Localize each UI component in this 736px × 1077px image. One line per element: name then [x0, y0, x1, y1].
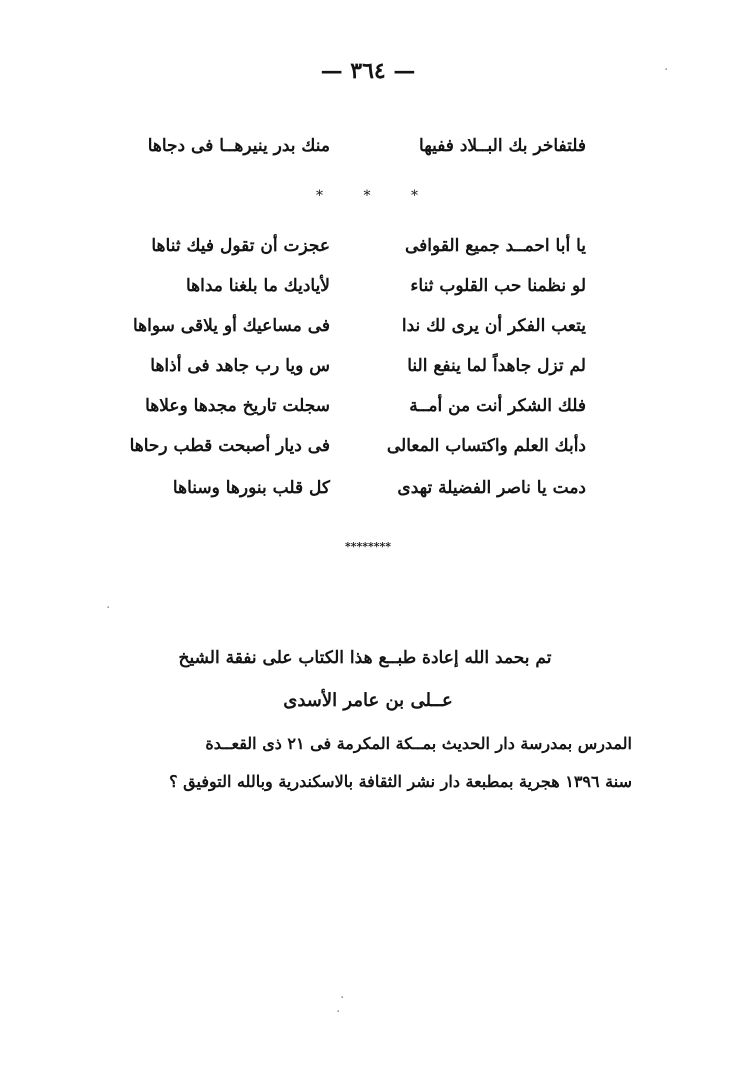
colophon-line-3: المدرس بمدرسة دار الحديث بمــكة المكرمة فى ٢١ ذى القعــدة: [205, 734, 632, 753]
poem-verse: [100, 236, 586, 264]
verse-first-hemistich: دأبك العلم واكتساب المعالى: [386, 436, 586, 456]
opening-verse: [100, 136, 586, 164]
verse-second-hemistich: فى مساعيك أو يلاقى سواها: [132, 316, 330, 336]
poem-verse: [100, 396, 586, 424]
scan-speck: ·: [336, 1004, 341, 1020]
poem-verse: [100, 356, 586, 384]
verse-first-hemistich: يتعب الفكر أن يرى لك ندا: [401, 316, 586, 336]
verse-first-hemistich: لم تزل جاهداً لما ينفع النا: [407, 356, 586, 376]
verse-second-hemistich: عجزت أن تقول فيك ثناها: [151, 236, 330, 256]
section-separator: * * *: [316, 188, 436, 204]
scan-speck: ·: [340, 990, 345, 1006]
verse-second-hemistich: لأياديك ما بلغنا مداها: [185, 276, 330, 296]
colophon-line-4: سنة ١٣٩٦ هجرية بمطبعة دار نشر الثقافة بالاسكندرية وبالله التوفيق ؟: [169, 772, 632, 791]
verse-second-hemistich: سجلت تاريخ مجدها وعلاها: [145, 396, 330, 416]
verse-second-hemistich: س ويا رب جاهد فى أذاها: [150, 356, 330, 376]
scan-speck: ·: [106, 600, 111, 616]
poem-verse: [100, 478, 586, 506]
opening-verse-first-hemistich: فلتفاخر بك البــلاد ففيها: [419, 136, 586, 156]
colophon-line-1: تم بحمد الله إعادة طبــع هذا الكتاب على نفقة الشيخ: [178, 648, 552, 668]
verse-first-hemistich: لو نظمنا حب القلوب ثناء: [410, 276, 586, 296]
verse-second-hemistich: كل قلب بنورها وسناها: [172, 478, 330, 498]
end-divider: ********: [344, 540, 392, 553]
poem-verse: [100, 436, 586, 464]
verse-first-hemistich: فلك الشكر أنت من أمــة: [409, 396, 586, 416]
page-number: — ٣٦٤ —: [320, 58, 416, 84]
verse-second-hemistich: فى ديار أصبحت قطب رحاها: [129, 436, 330, 456]
verse-first-hemistich: دمت يا ناصر الفضيلة تهدى: [397, 478, 586, 498]
opening-verse-second-hemistich: منك بدر ينيرهــا فى دجاها: [147, 136, 330, 156]
poem-verse: [100, 276, 586, 304]
colophon-patron-name: عــلى بن عامر الأسدى: [283, 690, 453, 711]
verse-first-hemistich: يا أبا احمــد جميع القوافى: [405, 236, 586, 256]
scan-speck: ·: [664, 62, 669, 78]
poem-verse: [100, 316, 586, 344]
